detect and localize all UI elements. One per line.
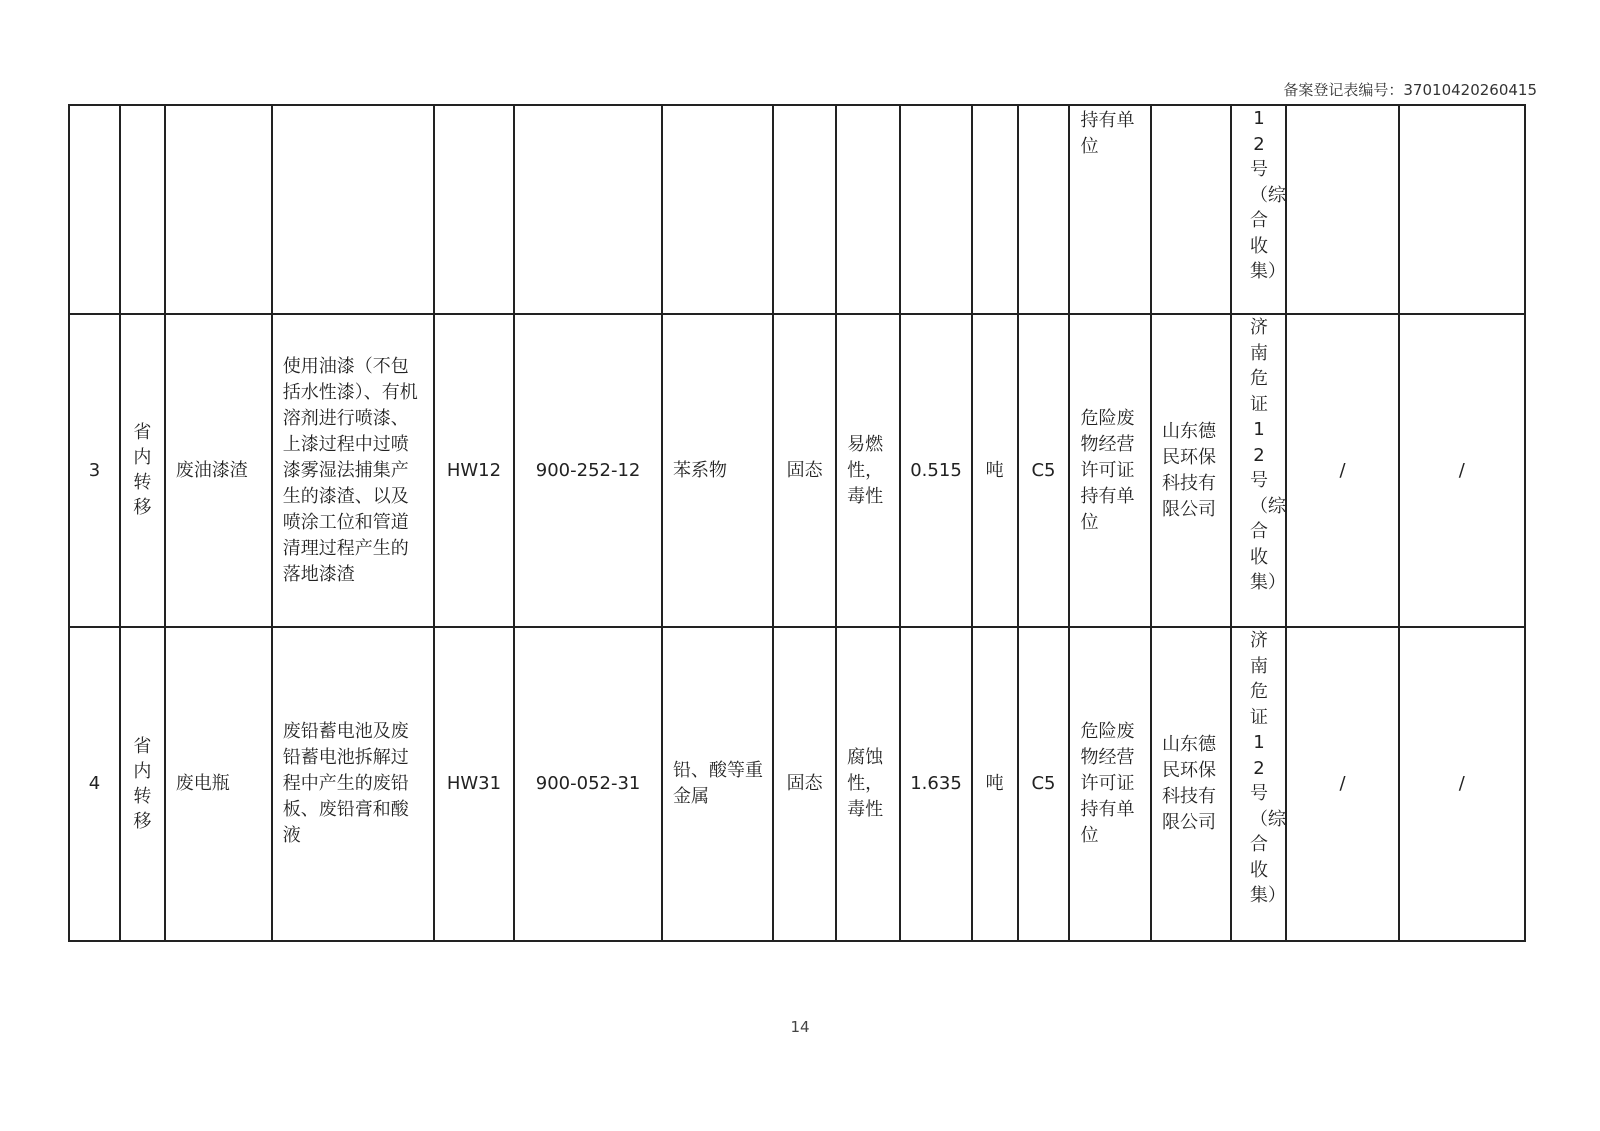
cell-index: 3 xyxy=(69,314,120,627)
cell-unit xyxy=(972,105,1018,314)
table-row xyxy=(69,627,1525,941)
cell-source xyxy=(272,105,434,314)
cell-code: 900-252-12 xyxy=(514,314,662,627)
cell-receiver-type: 危险废物经营许可证持有单位 xyxy=(1069,627,1151,941)
cell-receiver-type: 危险废物经营许可证持有单位 xyxy=(1069,314,1151,627)
cell-receiver-type: 持有单位 xyxy=(1069,105,1151,314)
page-number: 14 xyxy=(790,1018,810,1036)
cell-category: HW31 xyxy=(434,627,514,941)
cell-quantity: 1.635 xyxy=(900,627,971,941)
cell-form xyxy=(773,105,836,314)
cell-permit: 济南危证12号（综合收集） xyxy=(1231,314,1286,627)
cell-source: 使用油漆（不包括水性漆）、有机溶剂进行喷漆、上漆过程中过喷漆雾湿法捕集产生的漆渣、以及喷涂工位和管道清理过程产生的落地漆渣 xyxy=(272,314,434,627)
cell-code xyxy=(514,105,662,314)
cell-col17 xyxy=(1399,105,1525,314)
cell-method xyxy=(1018,105,1070,314)
cell-index xyxy=(69,105,120,314)
cell-waste-name: 废油漆渣 xyxy=(165,314,272,627)
cell-code: 900-052-31 xyxy=(514,627,662,941)
cell-receiver-company xyxy=(1151,105,1231,314)
waste-transfer-table xyxy=(68,104,1526,942)
cell-hazard: 易燃性，毒性 xyxy=(836,314,900,627)
cell-component xyxy=(662,105,773,314)
cell-col16: / xyxy=(1286,314,1398,627)
table-row xyxy=(69,105,1525,314)
cell-receiver-company: 山东德民环保科技有限公司 xyxy=(1151,627,1231,941)
cell-component: 苯系物 xyxy=(662,314,773,627)
cell-col16: / xyxy=(1286,627,1398,941)
cell-form: 固态 xyxy=(773,627,836,941)
cell-transfer xyxy=(120,105,165,314)
cell-category xyxy=(434,105,514,314)
cell-col17: / xyxy=(1399,314,1525,627)
cell-category: HW12 xyxy=(434,314,514,627)
cell-transfer: 省内转移 xyxy=(120,627,165,941)
cell-unit: 吨 xyxy=(972,314,1018,627)
cell-quantity: 0.515 xyxy=(900,314,971,627)
cell-col16 xyxy=(1286,105,1398,314)
cell-form: 固态 xyxy=(773,314,836,627)
cell-quantity xyxy=(900,105,971,314)
cell-permit: 济南危证12号（综合收集） xyxy=(1231,627,1286,941)
registration-number: 备案登记表编号：37010420260415 xyxy=(1283,81,1537,99)
cell-col17: / xyxy=(1399,627,1525,941)
cell-component: 铅、酸等重金属 xyxy=(662,627,773,941)
cell-method: C5 xyxy=(1018,314,1070,627)
cell-source: 废铅蓄电池及废铅蓄电池拆解过程中产生的废铅板、废铅膏和酸液 xyxy=(272,627,434,941)
cell-waste-name xyxy=(165,105,272,314)
cell-waste-name: 废电瓶 xyxy=(165,627,272,941)
cell-transfer: 省内转移 xyxy=(120,314,165,627)
table-row xyxy=(69,314,1525,627)
cell-method: C5 xyxy=(1018,627,1070,941)
cell-hazard: 腐蚀性，毒性 xyxy=(836,627,900,941)
cell-hazard xyxy=(836,105,900,314)
cell-receiver-company: 山东德民环保科技有限公司 xyxy=(1151,314,1231,627)
cell-unit: 吨 xyxy=(972,627,1018,941)
cell-permit: 12号（综合收集） xyxy=(1231,105,1286,314)
cell-index: 4 xyxy=(69,627,120,941)
